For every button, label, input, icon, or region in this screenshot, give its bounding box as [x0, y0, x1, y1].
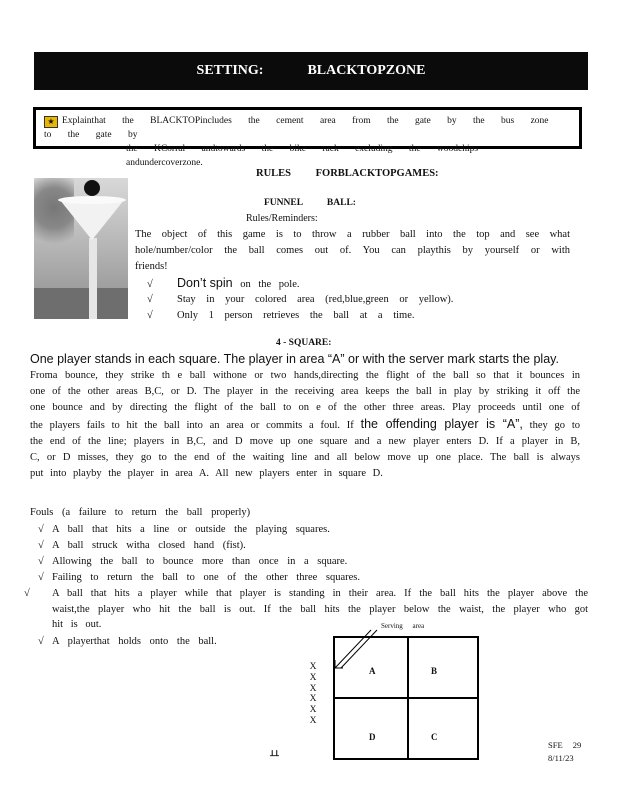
foul-item-4	[38, 570, 578, 586]
foul-item-6	[38, 634, 298, 650]
setting-label: SETTING:	[196, 63, 264, 78]
funnel-title-text: FUNNEL BALL:	[264, 198, 356, 208]
rules-heading: RULES FORBLACKTOPGAMES:	[256, 168, 439, 179]
blacktop-info-box	[33, 107, 582, 168]
check-text-big: Don’t spin	[177, 276, 233, 290]
foul-text: A ball struck witha closed hand (fist).	[52, 540, 246, 551]
check-mark-icon: √	[147, 279, 153, 290]
check-mark-icon: √	[147, 294, 153, 305]
setting-value: BLACKTOPZONE	[307, 63, 426, 78]
funnel-check-2	[147, 292, 453, 308]
serving-area-label: Serving area	[381, 622, 425, 630]
check-mark-icon: √	[38, 572, 44, 583]
footer-date: 8/11/23	[548, 753, 574, 763]
waiting-player-mark: X	[309, 705, 317, 716]
waiting-line	[309, 662, 317, 727]
info-text-1: Explainthat the BLACKTOPincludes the cement area from the gate by the bus zone to the gate by	[44, 116, 549, 140]
waiting-player-mark: X	[309, 715, 317, 726]
foul-text: A playerthat holds onto the ball.	[52, 636, 217, 647]
bottom-mark: ꞱꞱ	[270, 749, 279, 758]
funnel-subtitle: Rules/Reminders:	[246, 213, 318, 224]
funnel-check-3	[147, 308, 415, 324]
check-mark-icon: √	[38, 636, 44, 647]
check-mark-icon: √	[38, 540, 44, 551]
check-mark-icon: √	[24, 588, 30, 599]
four-square-text-big: the offending player is “A”,	[360, 417, 523, 431]
fouls-title: Fouls (a failure to return the ball properly)	[30, 507, 251, 518]
foul-item-5	[24, 586, 588, 633]
foul-item-3	[38, 554, 578, 570]
title-banner	[34, 52, 588, 90]
foul-item-2	[38, 538, 578, 554]
footer-code: SFE 29	[548, 740, 582, 750]
funnel-title	[264, 198, 356, 208]
photo-ball	[84, 180, 100, 196]
court-divider-horizontal	[335, 697, 477, 699]
check-mark-icon: √	[38, 524, 44, 535]
foul-text: A ball that hits a player while that player is standing in their area. If the ball hits the player above the waist,the player who hit the ball is out. If the ball hits the player below the waist, the player who got hit is out.	[52, 588, 588, 630]
check-text: Stay in your colored area (red,blue,green or yellow).	[177, 294, 454, 305]
funnel-check-1	[147, 275, 300, 293]
check-mark-icon: √	[147, 310, 153, 321]
funnel-ball-photo	[34, 178, 128, 319]
foul-text: Allowing the ball to bounce more than once in a square.	[52, 556, 348, 567]
waiting-player-mark: X	[309, 672, 317, 683]
info-line-2: the KCorral andtowards the bike rack excluding the woodchips andundercoverzone.	[126, 144, 479, 168]
photo-funnel	[60, 200, 124, 240]
foul-item-1	[38, 522, 578, 538]
check-text: Only 1 person retrieves the ball at a time.	[177, 310, 415, 321]
info-line-1	[44, 114, 569, 142]
square-a-label: A	[369, 666, 376, 676]
square-d-label: D	[369, 732, 376, 742]
footer	[548, 739, 581, 765]
four-square-paragraph	[30, 368, 580, 482]
foul-text: Failing to return the ball to one of the other three squares.	[52, 572, 361, 583]
four-square-court	[333, 636, 479, 760]
waiting-player-mark: X	[309, 662, 317, 672]
four-square-title: 4 - SQUARE:	[276, 338, 332, 348]
check-mark-icon: √	[38, 556, 44, 567]
foul-text: A ball that hits a line or outside the playing squares.	[52, 524, 330, 535]
check-text: on the pole.	[232, 279, 300, 290]
photo-ground	[34, 288, 128, 319]
star-icon: ★	[44, 116, 58, 128]
funnel-paragraph: The object of this game is to throw a rubber ball into the top and see what hole/number/color the ball comes out of. You can playthis by yourself or with friends!	[135, 229, 570, 272]
four-square-text-2: they go to the end of the line; players in B,C, and D move up one square and a new player enters D. If a player in B, C, or D misses, they go to the end of the waiting line and all below move up one place. The ball is always put into playby the player in area A. All new players enter in square D.	[30, 420, 580, 479]
four-square-lead: One player stands in each square. The player in area “A” or with the server mark starts the play.	[30, 352, 559, 366]
photo-funnel-rim	[58, 196, 126, 204]
waiting-player-mark: X	[309, 694, 317, 705]
photo-pole	[89, 238, 97, 319]
waiting-player-mark: X	[309, 683, 317, 694]
square-c-label: C	[431, 732, 438, 742]
four-square-text-1: Froma bounce, they strike th e ball withone or two hands,directing the flight of the ball so that it bounces in one of the other areas B,C, or D. The player in the receiving area keeps the ball in play by striking it off the one bounce and by directing the flight of the ball to on e of the other three areas. Play proceeds until one of the players fails to hit the ball into an area or commits a foul. If	[30, 370, 580, 431]
square-b-label: B	[431, 666, 438, 676]
